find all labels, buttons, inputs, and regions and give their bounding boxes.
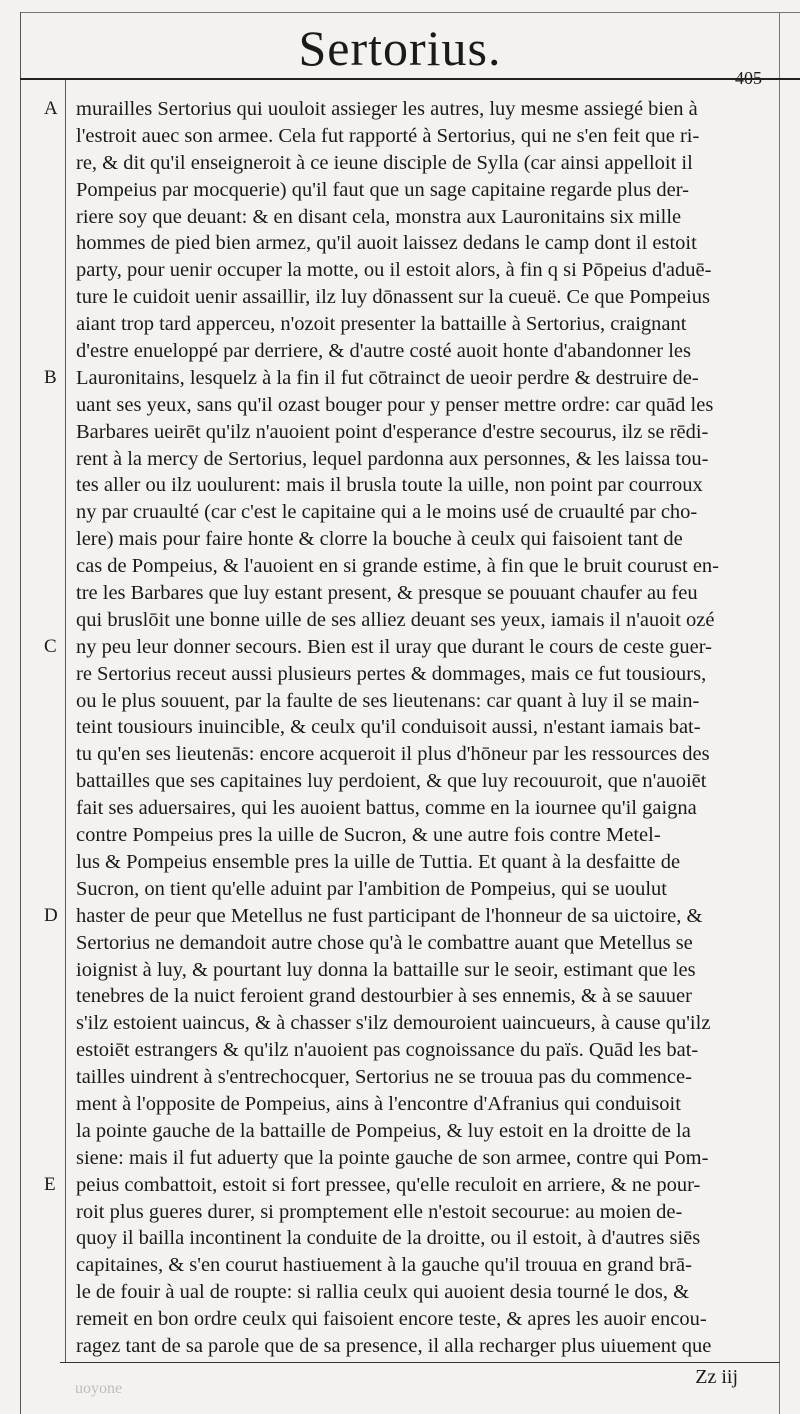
top-border-line <box>20 12 800 13</box>
text-line: tu qu'en ses lieutenās: encore acqueroit il plus d'hōneur par les ressources des <box>76 743 710 766</box>
text-line: battailles que ses capitaines luy perdoient, & que luy recouuroit, que n'auoiēt <box>76 770 707 793</box>
text-line: lus & Pompeius ensemble pres la uille de Tuttia. Et quant à la desfaitte de <box>76 850 681 873</box>
body-text <box>76 96 766 1360</box>
text-line: teint tousiours inuincible, & ceulx qu'il conduisoit aussi, n'estant iamais bat- <box>76 716 701 739</box>
text-line: capitaines, & s'en courut hastiuement à la gauche qu'il trouua en grand brā- <box>76 1254 692 1277</box>
text-line: siene: mais il fut aduerty que la pointe gauche de son armee, contre qui Pom- <box>76 1146 709 1169</box>
text-line: party, pour uenir occuper la motte, ou il estoit alors, à fin q si Pōpeius d'aduē- <box>76 259 712 282</box>
text-line: fait ses aduersaires, qui les auoient battus, comme en la iournee qu'il gaigna <box>76 797 697 820</box>
page-number: 405 <box>735 68 762 88</box>
text-line: tailles uindrent à s'entrechocquer, Sertorius ne se trouua pas du commence- <box>76 1066 692 1089</box>
margin-mark-d: D <box>44 905 58 926</box>
text-line: la pointe gauche de la battaille de Pompeius, & luy estoit en la droitte de la <box>76 1119 691 1142</box>
text-line: d'estre enueloppé par derriere, & d'autre costé auoit honte d'abandonner les <box>76 340 692 363</box>
text-line: tes aller ou ilz uoulurent: mais il brusla toute la uille, non point par courroux <box>76 474 703 497</box>
text-line: uant ses yeux, sans qu'il ozast bouger pour y penser mettre ordre: car quād les <box>76 393 714 416</box>
text-line: Pompeius par mocquerie) qu'il faut que un sage capitaine regarde plus der- <box>76 178 689 201</box>
text-line: re, & dit qu'il enseigneroit à ce ieune disciple de Sylla (car ainsi appelloit il <box>76 151 693 174</box>
text-line: ny par cruaulté (car c'est le capitaine qui a le moins usé de cruaulté par cho- <box>76 501 698 524</box>
text-line: ment à l'opposite de Pompeius, ains à l'encontre d'Afranius qui conduisoit <box>76 1092 681 1115</box>
text-line: ny peu leur donner secours. Bien est il uray que durant le cours de ceste guer- <box>76 635 713 658</box>
text-line: quoy il bailla incontinent la conduite de la droitte, ou il estoit, à d'autres siēs <box>76 1227 701 1250</box>
footer-rule <box>60 1362 780 1363</box>
text-line: l'estroit auec son armee. Cela fut rapporté à Sertorius, qui ne s'en feit que ri- <box>76 124 700 147</box>
text-line: lere) mais pour faire honte & clorre la bouche à ceulx qui faisoient tant de <box>76 528 683 551</box>
text-line: aiant trop tard apperceu, n'ozoit presenter la battaille à Sertorius, craignant <box>76 313 687 336</box>
text-line: haster de peur que Metellus ne fust participant de l'honneur de sa uictoire, & <box>76 904 703 927</box>
running-head-title: Sertorius. <box>298 20 502 76</box>
text-line: qui bruslōit une bonne uille de ses alliez deuant ses yeux, iamais il n'auoit ozé <box>76 608 715 631</box>
text-line: ragez tant de sa parole que de sa presence, il alla recharger plus uiuement que <box>76 1334 712 1357</box>
text-line: ou le plus souuent, par la faulte de ses lieutenans: car quant à luy il se main- <box>76 689 700 712</box>
text-line: murailles Sertorius qui uouloit assieger les autres, luy mesme assiegé bien à <box>76 98 698 120</box>
text-line: cas de Pompeius, & l'auoient en si grande estime, à fin que le bruit courust en- <box>76 555 720 578</box>
margin-mark-b: B <box>44 367 57 388</box>
text-line: tre les Barbares que luy estant present, & presque se pouuant chaufer au feu <box>76 582 698 605</box>
text-line: hommes de pied bien armez, qu'il auoit laissez dedans le camp dont il estoit <box>76 232 697 255</box>
text-line: le de fouir à ual de roupte: si rallia ceulx qui auoient desia tourné le dos, & <box>76 1281 690 1304</box>
text-line: ioignist à luy, & pourtant luy donna la battaille sur le seoir, estimant que les <box>76 958 696 981</box>
text-line: roit plus gueres durer, si promptement elle n'estoit secourue: au moien de- <box>76 1200 683 1223</box>
text-line: s'ilz estoient uaincus, & à chasser s'ilz demouroient uaincueurs, à cause qu'ilz <box>76 1012 711 1035</box>
text-line: contre Pompeius pres la uille de Sucron, & une autre fois contre Metel- <box>76 824 661 847</box>
bleed-through-text: uoyone <box>75 1380 123 1397</box>
signature-mark: Zz iij <box>695 1366 738 1388</box>
margin-mark-a: A <box>44 98 58 119</box>
margin-mark-c: C <box>44 636 57 657</box>
text-line: Barbares ueirēt qu'ilz n'auoient point d'esperance d'estre secourus, ilz se rēdi- <box>76 420 709 443</box>
text-line: Sertorius ne demandoit autre chose qu'à le combattre auant que Metellus se <box>76 931 693 954</box>
margin-mark-e: E <box>44 1174 56 1195</box>
text-line: ture le cuidoit uenir assaillir, ilz luy dōnassent sur la cueuë. Ce que Pompeius <box>76 286 710 309</box>
text-block-left-rule <box>65 80 66 1362</box>
text-line: riere soy que deuant: & en disant cela, monstra aux Lauronitains six mille <box>76 205 682 228</box>
header-rule <box>20 78 800 80</box>
left-frame-line <box>20 12 21 1414</box>
text-line: re Sertorius receut aussi plusieurs pertes & dommages, mais ce fut tousiours, <box>76 662 707 685</box>
text-line: Lauronitains, lesquelz à la fin il fut cōtrainct de ueoir perdre & destruire de- <box>76 366 699 389</box>
text-line: rent à la mercy de Sertorius, lequel pardonna aux personnes, & les laissa tou- <box>76 447 709 470</box>
right-frame-line <box>779 12 780 1414</box>
text-line: tenebres de la nuict feroient grand destourbier à ses ennemis, & à se sauuer <box>76 985 692 1008</box>
text-line: estoiēt estrangers & qu'ilz n'auoient pas cognoissance du païs. Quād les bat- <box>76 1039 699 1062</box>
text-line: Sucron, on tient qu'elle aduint par l'ambition de Pompeius, qui se uoulut <box>76 877 667 900</box>
text-line: peius combattoit, estoit si fort pressee, qu'elle reculoit en arriere, & ne pour- <box>76 1173 701 1196</box>
text-line: remeit en bon ordre ceulx qui faisoient encore teste, & apres les auoir encou- <box>76 1308 707 1331</box>
